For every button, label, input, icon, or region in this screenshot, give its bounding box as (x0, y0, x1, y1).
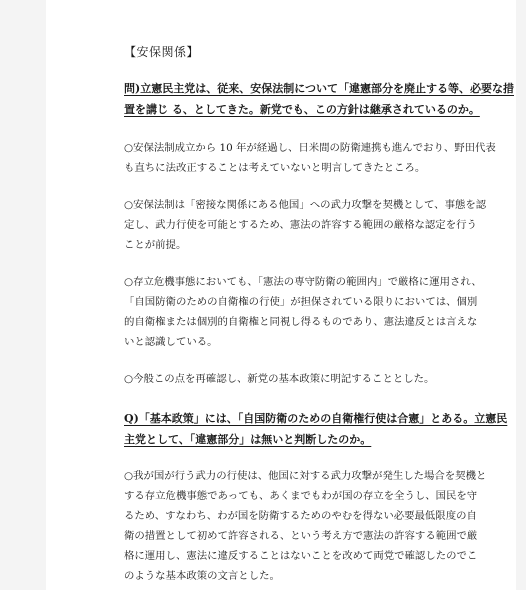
section-title: 【安保関係】 (124, 45, 200, 59)
answer-paragraph-3 (124, 272, 498, 352)
paragraph-line: する存立危機事態であっても、あくまでもわが国の存立を全うし、国民を守 (124, 490, 478, 502)
question-1-line: 問)立憲民主党は、従来、安保法制について「違憲部分を廃止する等、必要な措 (124, 82, 514, 95)
question-2 (124, 408, 508, 450)
answer-paragraph-1 (124, 138, 498, 178)
question-1-line: 置を講じ る、としてきた。新党でも、この方針は継承されているのか。 (124, 103, 480, 116)
answer-paragraph-2 (124, 195, 498, 255)
paragraph-line: 的自衛権または個別的自衛権と同視し得るものであり、憲法違反とは言えな (124, 316, 478, 328)
paragraph-line: 定し、武力行使を可能とするため、憲法の許容する範囲の厳格な認定を行う (124, 219, 477, 231)
paragraph-line: 衛の措置として初めて許容される、という考え方で憲法の許容する範囲で厳 (124, 530, 478, 542)
answer-paragraph-4 (124, 369, 498, 389)
paragraph-line: ○安保法制は「密接な関係にある他国」への武力攻撃を契機として、事態を認 (124, 199, 487, 211)
question-1 (124, 78, 514, 120)
paragraph-line: 格に運用し、憲法に違反することはないことを改めて両党で確認したのでこ (124, 550, 478, 562)
paragraph-line: 「自国防衛のための自衛権の行使」が担保されている限りにおいては、個別 (124, 296, 478, 308)
paragraph-line: ことが前提。 (124, 239, 187, 251)
paragraph-line: るため、すなわち、わが国を防衛するためのやむを得ない必要最低限度の自 (124, 510, 477, 522)
paragraph-line: ○今般この点を再確認し、新党の基本政策に明記することとした。 (124, 373, 435, 385)
paragraph-line: いと認識している。 (124, 336, 218, 348)
paragraph-line: も直ちに法改正することは考えていないと明言してきたところ。 (124, 162, 426, 174)
question-2-line: 主党として、「違憲部分」は無いと判断したのか。 (124, 433, 372, 446)
question-2-line: Q)「基本政策」には、「自国防衛のための自衛権行使は合憲」とある。立憲民 (124, 412, 508, 425)
paragraph-line: ○安保法制成立から 10 年が経過し、日米間の防衛連携も進んでおり、野田代表 (124, 142, 496, 154)
answer-paragraph-5 (124, 466, 498, 586)
paragraph-line: ○我が国が行う武力の行使は、他国に対する武力攻撃が発生した場合を契機と (124, 470, 487, 482)
paragraph-line: のような基本政策の文言とした。 (124, 570, 280, 582)
paragraph-line: ○存立危機事態においても、「憲法の専守防衛の範囲内」で厳格に運用され、 (124, 276, 482, 288)
document-page (46, 0, 516, 590)
document-body (124, 44, 514, 586)
